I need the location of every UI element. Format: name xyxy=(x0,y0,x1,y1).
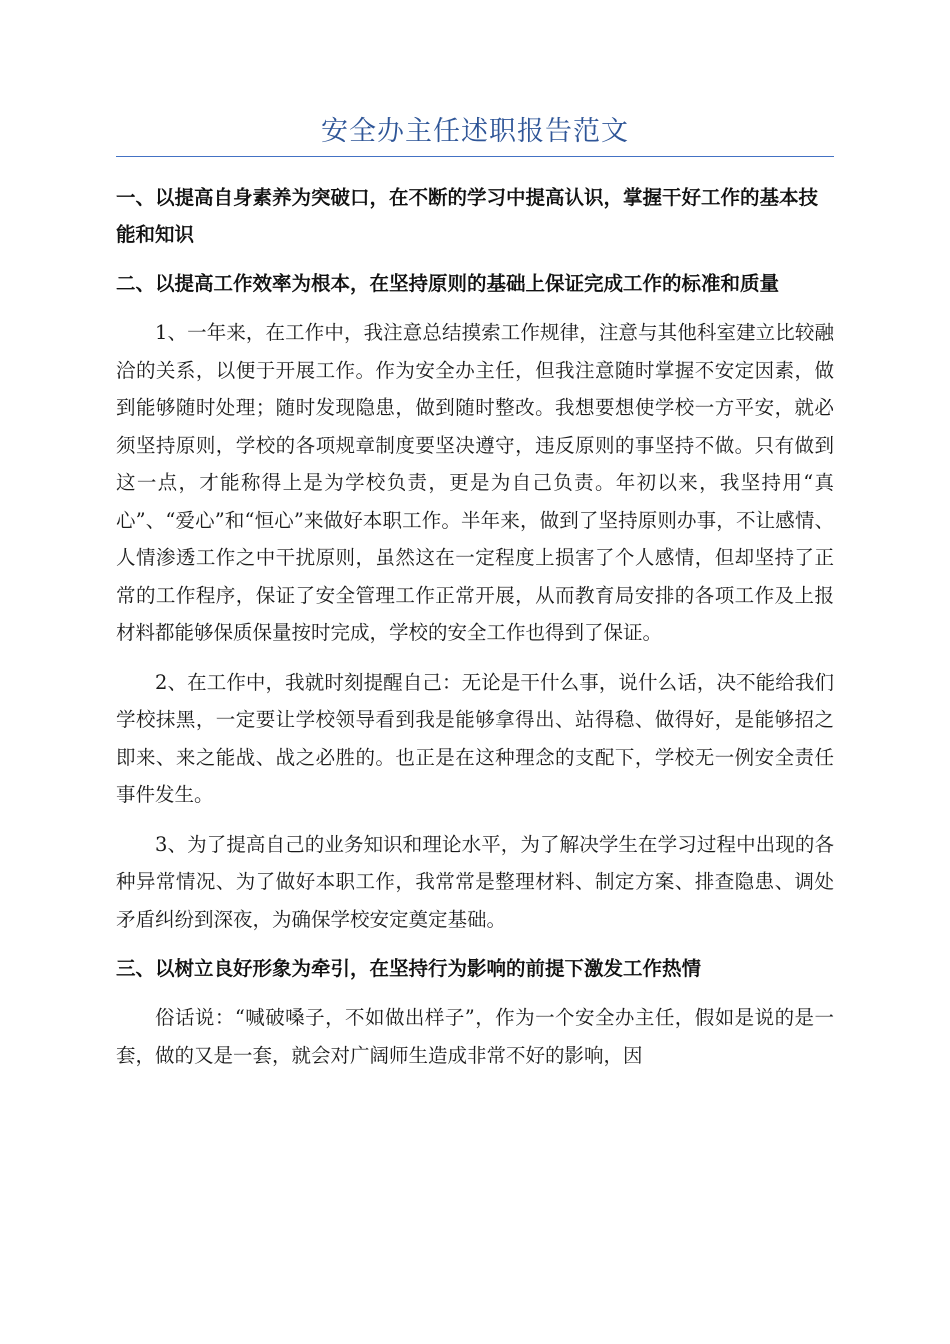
title-underline xyxy=(116,156,834,157)
document-title: 安全办主任述职报告范文 xyxy=(321,116,629,147)
section-heading-3: 三、以树立良好形象为牵引，在坚持行为影响的前提下激发工作热情 xyxy=(116,957,702,980)
section-heading-2: 二、以提高工作效率为根本，在坚持原则的基础上保证完成工作的标准和质量 xyxy=(116,272,780,295)
paragraph-2: 2、在工作中，我就时刻提醒自己：无论是干什么事，说什么话，决不能给我们学校抹黑，一定要让学校领导看到我是能够拿得出、站得稳、做得好，是能够招之即来、来之能战、战之必胜的。也正是在这种理念的支配下，学校无一例安全责任事件发生。 xyxy=(116,670,834,806)
paragraph-1: 1、一年来，在工作中，我注意总结摸索工作规律，注意与其他科室建立比较融洽的关系，以便于开展工作。作为安全办主任，但我注意随时掌握不安定因素，做到能够随时处理；随时发现隐患，做到随时整改。我想要想使学校一方平安，就必须坚持原则，学校的各项规章制度要坚决遵守，违反原则的事坚持不做。只有做到这一点，才能称得上是为学校负责，更是为自己负责。年初以来，我坚持用“真心”、“爱心”和“恒心”来做好本职工作。半年来，做到了坚持原则办事，不让感情、人情渗透工作之中干扰原则，虽然这在一定程度上损害了个人感情，但却坚持了正常的工作程序，保证了安全管理工作正常开展，从而教育局安排的各项工作及上报材料都能够保质保量按时完成，学校的安全工作也得到了保证。 xyxy=(116,321,834,644)
section-heading-1: 一、以提高自身素养为突破口，在不断的学习中提高认识，掌握干好工作的基本技能和知识 xyxy=(116,186,819,246)
document-page xyxy=(116,112,834,1086)
paragraph-3: 3、为了提高自己的业务知识和理论水平，为了解决学生在学习过程中出现的各种异常情况、为了做好本职工作，我常常是整理材料、制定方案、排查隐患、调处矛盾纠纷到深夜，为确保学校安定奠定基础。 xyxy=(116,832,834,931)
paragraph-4: 俗话说：“喊破嗓子，不如做出样子”，作为一个安全办主任，假如是说的是一套，做的又是一套，就会对广阔师生造成非常不好的影响，因 xyxy=(116,1006,834,1067)
